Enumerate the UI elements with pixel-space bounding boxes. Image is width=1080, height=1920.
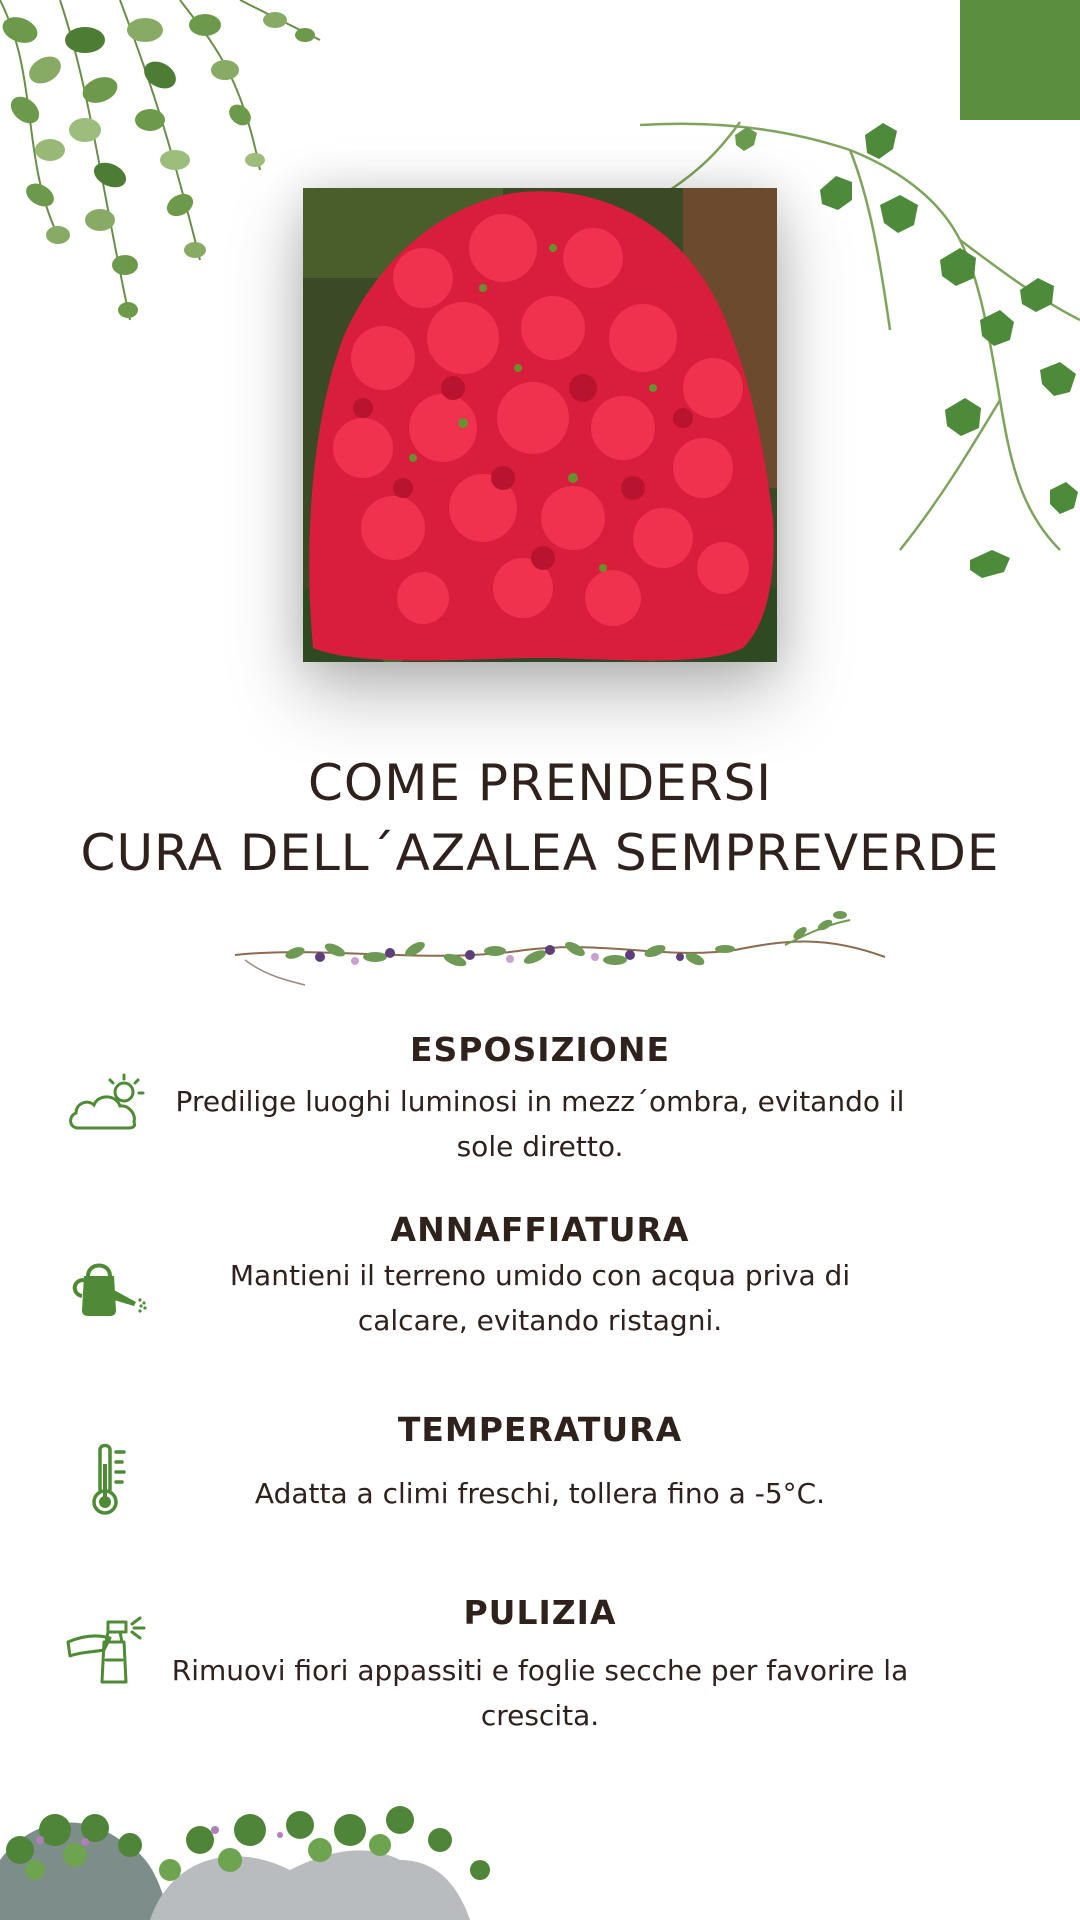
thermometer-icon	[90, 1442, 130, 1516]
section-esposizione	[0, 1030, 1080, 1169]
section-text: Predilige luoghi luminosi in mezz´ombra, evitando il sole diretto.	[175, 1085, 905, 1163]
section-title: PULIZIA	[463, 1593, 617, 1632]
section-temperatura	[0, 1410, 1080, 1516]
watering-can-icon	[70, 1256, 148, 1318]
title-line-1: COME PRENDERSI	[307, 754, 773, 812]
azalea-photo	[303, 188, 777, 662]
section-title: ESPOSIZIONE	[409, 1030, 670, 1069]
section-title: TEMPERATURA	[397, 1410, 683, 1449]
bottom-plants-decoration	[0, 1800, 560, 1920]
spray-bottle-icon	[66, 1612, 150, 1686]
section-title: ANNAFFIATURA	[390, 1210, 690, 1249]
vine-divider	[225, 905, 895, 995]
cloud-sun-icon	[66, 1072, 148, 1134]
section-annaffiatura	[0, 1210, 1080, 1343]
page-title	[0, 748, 1080, 888]
section-text: Rimuovi fiori appassiti e foglie secche per favorire la crescita.	[171, 1654, 909, 1732]
section-pulizia	[0, 1593, 1080, 1738]
ivy-decoration-top-left	[0, 0, 330, 330]
title-line-2: CURA DELL´AZALEA SEMPREVERDE	[80, 824, 1000, 882]
section-text: Mantieni il terreno umido con acqua priva di calcare, evitando ristagni.	[229, 1259, 851, 1337]
section-text: Adatta a climi freschi, tollera fino a -5°C.	[254, 1477, 826, 1510]
corner-accent-square	[960, 0, 1080, 120]
